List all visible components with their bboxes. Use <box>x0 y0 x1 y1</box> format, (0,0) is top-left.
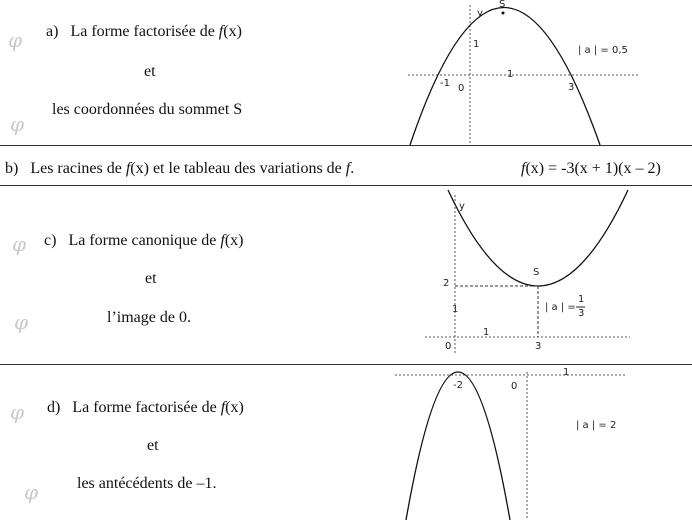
graph-d-origin: 0 <box>511 381 518 392</box>
graph-c-tick-3: 3 <box>535 341 542 352</box>
graph-a-origin: 0 <box>458 83 465 94</box>
graph-c-origin: 0 <box>445 341 452 352</box>
graph-a-tick-3: 3 <box>568 82 575 93</box>
section-a-et: et <box>144 63 156 80</box>
graph-c-vertex-label: S <box>533 267 540 278</box>
graph-a-tick-1y: 1 <box>473 39 480 50</box>
margin-mark: φ <box>10 112 25 136</box>
graph-c-a-numerator: 1 <box>578 294 585 305</box>
graph-d-tick-m2: -2 <box>453 380 463 391</box>
graph-d-a-value: | a | = 2 <box>576 420 617 431</box>
section-c-letter: c) <box>44 232 57 249</box>
section-a-text: La forme factorisée de <box>70 23 219 40</box>
section-b-f2: f <box>345 160 351 177</box>
section-a-letter: a) <box>46 23 59 40</box>
graph-a-a-value: | a | = 0,5 <box>578 45 628 56</box>
section-c-et: et <box>145 270 157 287</box>
section-a-fx: (x) <box>223 23 242 40</box>
margin-mark: φ <box>12 232 27 256</box>
section-b-letter: b) <box>5 160 19 177</box>
section-c-line3: l’image de 0. <box>107 309 191 326</box>
section-c-text: La forme canonique de <box>68 232 221 249</box>
section-b-end: . <box>350 160 355 177</box>
graph-a-y-label: y <box>477 8 483 19</box>
margin-mark: φ <box>14 310 29 334</box>
graph-c-tick-1y: 1 <box>452 304 459 315</box>
graph-a-vertex-label: S <box>499 0 506 10</box>
section-c-f: f <box>220 232 225 249</box>
graph-c-tick-1x: 1 <box>483 327 490 338</box>
graph-d-tick-1: 1 <box>563 367 570 378</box>
section-b-formula-rest: (x) = -3(x + 1)(x – 2) <box>525 160 661 177</box>
section-c-fx: (x) <box>224 232 244 249</box>
graph-d-parabola <box>406 372 510 520</box>
section-d-line3: les antécédents de –1. <box>77 475 217 492</box>
section-b-formula-f: f <box>521 160 526 177</box>
graph-c-a-prefix: | a | = <box>545 302 576 313</box>
section-d-et: et <box>147 437 159 454</box>
section-b-f1: f <box>125 160 131 177</box>
graph-c-tick-2: 2 <box>443 278 450 289</box>
section-d-text: La forme factorisée de <box>72 399 221 416</box>
section-d-fx: (x) <box>225 399 244 416</box>
margin-mark: φ <box>8 28 23 52</box>
section-d-f: f <box>220 399 226 416</box>
section-a-line3: les coordonnées du sommet S <box>52 101 243 118</box>
graph-c-a-denominator: 3 <box>578 308 585 319</box>
section-d-letter: d) <box>47 399 61 416</box>
graph-a-tick-m1: -1 <box>440 78 450 89</box>
section-b-mid: (x) et le tableau des variations de <box>130 160 346 177</box>
margin-mark: φ <box>10 400 25 424</box>
graph-a-tick-1x: 1 <box>507 69 514 80</box>
graph-c-y-label: y <box>459 201 465 212</box>
margin-mark: φ <box>24 480 39 504</box>
section-a-f: f <box>218 23 224 40</box>
section-b-prefix: Les racines de <box>30 160 126 177</box>
